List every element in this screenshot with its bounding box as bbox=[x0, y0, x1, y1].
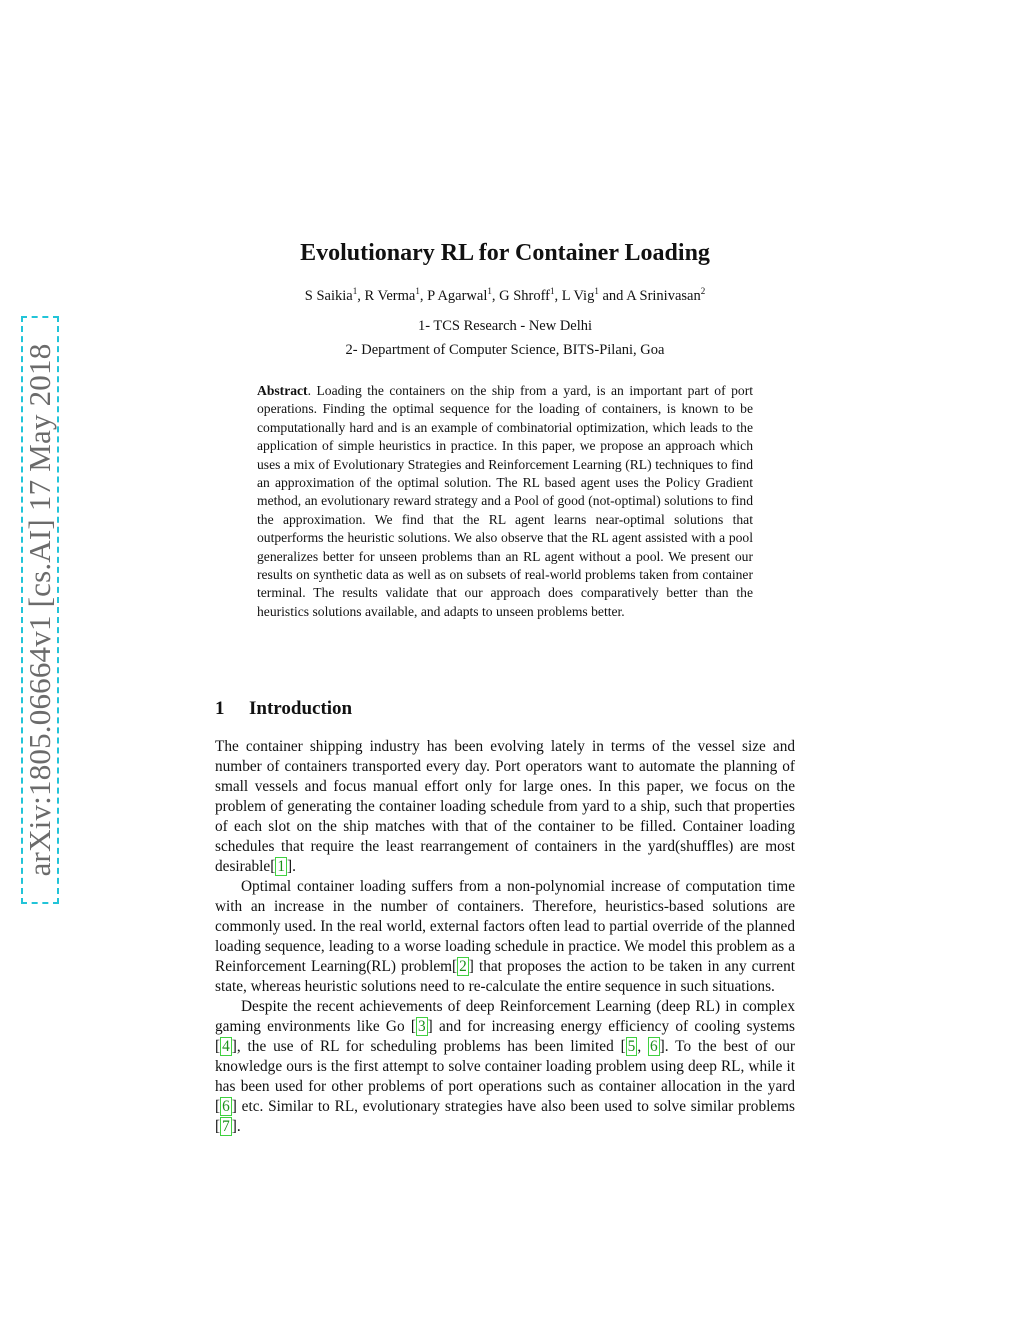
abstract bbox=[257, 382, 753, 621]
author-affiliation-mark: 1 bbox=[487, 286, 492, 296]
citation-link[interactable]: 5 bbox=[627, 1038, 636, 1055]
citation-link[interactable]: 3 bbox=[417, 1018, 426, 1035]
author-name: P Agarwal bbox=[427, 287, 488, 304]
paper-title: Evolutionary RL for Container Loading bbox=[300, 240, 710, 266]
author-list: S Saikia$^1$, R Verma$^1$, P Agarwal$^1$, G Shroff$^1$, L Vig$^1$ and A Srinivasan$^2$ bbox=[304, 286, 706, 304]
arxiv-identifier-stamp bbox=[21, 316, 59, 904]
citation-link[interactable]: 4 bbox=[222, 1038, 230, 1055]
author-affiliation-mark: 1 bbox=[594, 286, 599, 296]
author-name: R Verma bbox=[364, 287, 416, 304]
author-affiliation-mark: 2 bbox=[700, 286, 706, 296]
abstract-label: Abstract bbox=[257, 383, 308, 398]
author-name: S Saikia bbox=[304, 287, 353, 304]
citation-link[interactable]: 7 bbox=[222, 1118, 230, 1135]
paragraph: The container shipping industry has been evolving lately in terms of the vessel size and number of containers transported every day. Port operators want to automate the planning of small vessels and focus manual effort only for large ones. In this paper, we focus on the problem of generating the container loading schedule from yard to a ship, such that properties of each slot on the ship matches with that of the container to be filled. Container loading schedules that require the least rearrangement of containers in the yard(shuffles) are most desirable[ 1 ]. bbox=[215, 738, 795, 875]
author-affiliation-mark: 1 bbox=[415, 286, 420, 296]
citation-link[interactable]: 2 bbox=[459, 958, 467, 975]
affiliation-2: 2- Department of Computer Science, BITS-Pilani, Goa bbox=[345, 342, 665, 358]
section-title: Introduction bbox=[249, 698, 353, 719]
arxiv-identifier: arXiv:1805.06664v1 [cs.AI] 17 May 2018 bbox=[22, 343, 57, 877]
author-name: G Shroff bbox=[499, 287, 551, 304]
citation-link[interactable]: 6 bbox=[222, 1098, 230, 1115]
author-affiliation-mark: 1 bbox=[550, 286, 555, 296]
citation-link[interactable]: 1 bbox=[277, 858, 285, 875]
section-number: 1 bbox=[215, 698, 225, 719]
introduction-body bbox=[215, 737, 795, 1137]
citation-link[interactable]: 6 bbox=[650, 1038, 658, 1055]
author-affiliation-mark: 1 bbox=[352, 286, 358, 296]
paragraph: Optimal container loading suffers from a non-polynomial increase of computation time with an increase in the number of containers. Therefore, heuristics-based solutions are commonly used. In the real world, external factors often lead to partial override of the planned loading sequence, leading to a worse loading schedule in practice. We model this problem as a Reinforcement Learning(RL) problem[ 2 ] that proposes the action to be taken in any current state, whereas heuristic solutions need to re-calculate the entire sequence in such situations. bbox=[215, 878, 795, 995]
author-name: A Srinivasan bbox=[626, 287, 701, 304]
author-name: L Vig bbox=[561, 287, 595, 304]
affiliation-1: 1- TCS Research - New Delhi bbox=[417, 318, 593, 334]
section-heading bbox=[215, 698, 352, 720]
paragraph: Despite the recent achievements of deep Reinforcement Learning (deep RL) in complex gaming environments like Go [ 3 ] and for increasing energy efficiency of cooling systems [ 4 ], the use of RL for scheduling problems has been limited [ 5 , 6 ]. To the best of our knowledge ours is the first attempt to solve container loading problem using deep RL, while it has been used for other problems of port operations such as container allocation in the yard [ 6 ] etc. Similar to RL, evolutionary strategies have also been used to solve similar problems [ 7 ]. bbox=[215, 998, 795, 1135]
abstract-text: . Loading the containers on the ship from a yard, is an important part of port operations. Finding the optimal sequence for the loading of containers, is known to be computationally hard and is an example of combinatorial optimization, which leads to the application of simple heuristics in practice. In this paper, we propose an approach which uses a mix of Evolutionary Strategies and Reinforcement Learning (RL) techniques to find an approximation of the optimal solution. The RL based agent uses the Policy Gradient method, an evolutionary reward strategy and a Pool of good (not-optimal) solutions to find the approximation. We find that the RL agent learns near-optimal solutions that outperforms the heuristic solutions. We also observe that the RL agent assisted with a pool generalizes better for unseen problems than an RL agent without a pool. We present our results on synthetic data as well as on subsets of real-world problems taken from container terminal. The results validate that our approach does comparatively better than the heuristics solutions available, and adapts to unseen problems better. bbox=[257, 383, 753, 619]
